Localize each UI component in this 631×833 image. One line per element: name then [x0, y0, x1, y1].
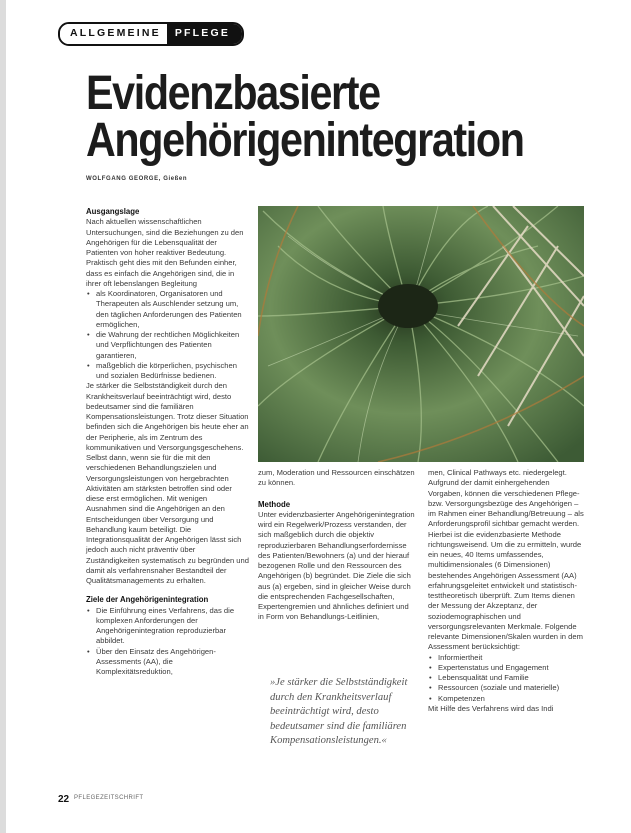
body-paragraph: men, Clinical Pathways etc. niedergelegt. Aufgrund der damit einhergehenden Vorgaben, können die verschiedenen Pflege- bzw. Versorgungsbezüge des Angehörigen – im Rahmen einer Behandlung/Betreuung – als Anforderungsprofil sichtbar gemacht werden. Hierbei ist die evidenzbasierte Methode richtungsweisend. Um die zu ermitteln, wurde ein neues, 40 Items umfassendes, multidimensionales (6 Dimensionen) bestehendes Angehörigen Assessment (AA) erfahrungsgeleitet entwickelt und statistisch-testtheoretisch überprüft. Zum Items dienen der Messung der Akzeptanz, der soziodemographischen und versorgungsrelevanten Merkmale. Folgende relevante Dimensionen/Skalen wurden in dem Assessment berücksichtigt: — [428, 468, 584, 652]
author-line: WOLFGANG GEORGE, Gießen — [86, 176, 188, 182]
section-tag-left: ALLGEMEINE — [60, 24, 167, 44]
pull-quote: »Je stärker die Selbstständigkeit durch den Krankheitsverlauf beeinträchtigt wird, desto bedeutsamer sind die familiären Kompensationsleistungen.« — [270, 677, 408, 747]
list-item: • maßgeblich die körperlichen, psychischen und sozialen Bedürfnisse bedienen. — [96, 361, 249, 382]
article-title — [86, 67, 533, 167]
list-item: • Kompetenzen — [438, 694, 584, 704]
body-paragraph: Mit Hilfe des Verfahrens wird das Indi — [428, 703, 554, 713]
journal-name: PFLEGEZEITSCHRIFT — [74, 795, 144, 801]
bullet-list-1 — [86, 289, 249, 381]
list-item: • Lebensqualität und Familie — [438, 673, 584, 683]
page-edge — [0, 0, 6, 833]
body-paragraph: zum, Moderation und Ressourcen einschätzen zu können. — [258, 468, 415, 488]
heading-ziele: Ziele der Angehörigenintegration — [86, 595, 209, 605]
list-item: • Über den Einsatz des Angehörigen-Assessments (AA), die Komplexitätsreduktion, — [96, 647, 249, 678]
body-paragraph: Je stärker die Selbstständigkeit durch den Krankheitsverlauf beeinträchtigt wird, desto bedeutsamer sind die familiären Kompensationsleistungen. Trotz dieser Situation befinden sich die Angehörigen bis heute eher an der Peripherie, als im Zentrum des kommunikativen und Versorgungsgeschehens. Selbst dann, wenn sie für die mit den verschiedenen Behandlungszielen und Versorgungsleistungen von hergebrachten Aktivitäten am stärksten betroffen sind oder diese erst ermöglichen. Mit wenigen Ausnahmen sind die Angehörigen an den Entscheidungen über Versorgung und Behandlung kaum beteiligt. Die Integrationsqualität der Angehörigen lässt sich jedoch auch nicht präventiv über Zuständigkeiten systematisch zu begründen und damit als verfahrensnaher Bestandteil der Qualitätsmanagements zu erhalten. — [86, 381, 249, 585]
list-item: • Informiertheit — [438, 653, 584, 663]
body-paragraph: Unter evidenzbasierter Angehörigenintegration wird ein Regelwerk/Prozess verstanden, der sich maßgeblich durch die objektiv reproduzierbaren Behandlungserfordernisse des Patienten/Bewohners (a) und der hierauf bezogenen Rolle und den Ressourcen des Angehörigen (b) begründet. Die Ziele die sich aus (a) ergeben, sind in gleicher Weise durch die entsprechenden Fachgesellschaften, Expertengremien und ähnliches definiert und in Form von Behandlungs-Leitlinien, — [258, 509, 415, 622]
heading-ausgangslage: Ausgangslage — [86, 207, 140, 216]
title-line-1: Evidenzbasierte — [86, 67, 380, 120]
list-item: • Ressourcen (soziale und materielle) — [438, 683, 584, 693]
page-number: 22 — [58, 794, 70, 805]
section-tag-right: PFLEGE — [167, 24, 242, 44]
grass-basket-image — [258, 206, 584, 462]
intro-paragraph: Nach aktuellen wissenschaftlichen Untersuchungen, sind die Beziehungen zu den Angehörigen für die Lebensqualität der Patienten von hoher reaktiver Bedeutung. Praktisch geht dies mit den Befunden einher, dass es einfach die Angehörigen sind, die in ihrer oft lebenslangen Begleitung — [86, 217, 244, 288]
column-1 — [86, 207, 249, 677]
bullet-list-2 — [86, 606, 249, 678]
column-2 — [258, 468, 416, 623]
section-tag — [58, 22, 244, 46]
column-3 — [428, 468, 584, 714]
heading-methode: Methode — [258, 499, 291, 509]
article-photo — [258, 206, 584, 462]
list-item: • Expertenstatus und Engagement — [438, 663, 584, 673]
dimension-list — [428, 653, 584, 704]
list-item: • als Koordinatoren, Organisatoren und Therapeuten als Auschlender setzung um, den täglichen Anforderungen des Patienten ermöglichen, — [96, 289, 249, 330]
list-item: • die Wahrung der rechtlichen Möglichkeiten und Verpflichtungen des Patienten garantieren, — [96, 330, 249, 361]
list-item: • Die Einführung eines Verfahrens, das die komplexen Anforderungen der Angehörigenintegration reproduzierbar abbildet. — [96, 606, 249, 647]
title-line-2: Angehörigenintegration — [86, 114, 524, 167]
